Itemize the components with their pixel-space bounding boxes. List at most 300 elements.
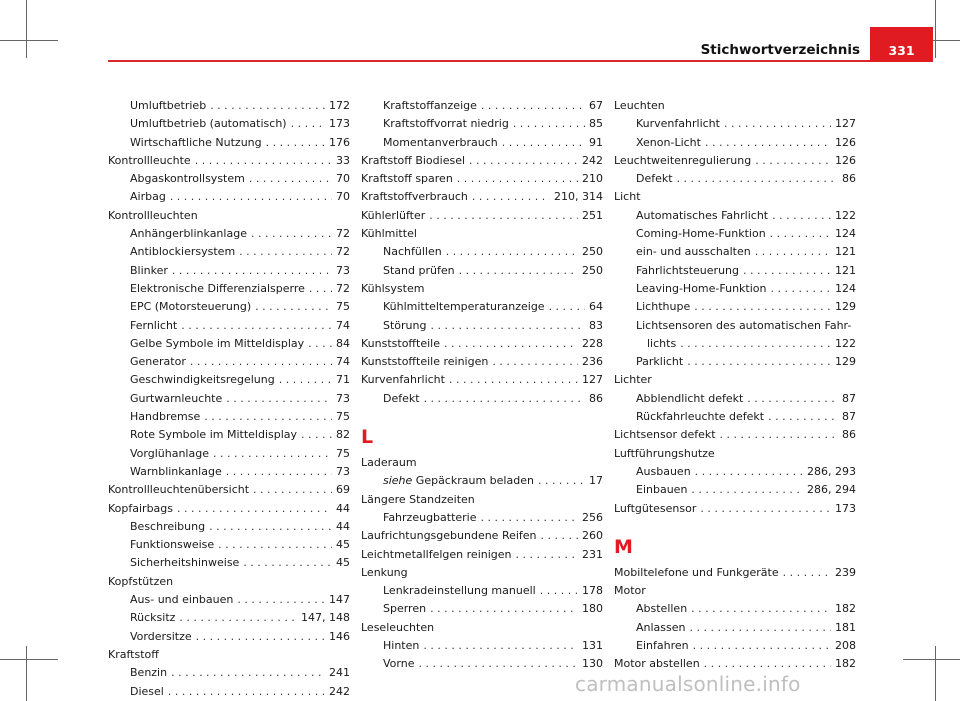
index-entry[interactable] (108, 97, 350, 115)
index-entry-page[interactable]: 87 (842, 391, 856, 405)
index-entry-term: Elektronische Differenzialsperre (130, 281, 305, 295)
index-entry-page[interactable]: 147, 148 (301, 611, 350, 625)
index-entry[interactable] (108, 554, 350, 572)
index-entry[interactable] (361, 472, 603, 490)
index-entry-page[interactable]: 86 (842, 428, 856, 442)
index-entry[interactable] (361, 152, 603, 170)
index-entry[interactable] (361, 207, 603, 225)
dot-leader (747, 390, 838, 408)
dot-leader (226, 463, 332, 481)
dot-leader (243, 554, 332, 572)
index-group-heading: Kontrollleuchten (108, 208, 198, 222)
index-group-heading: Laderaum (361, 456, 417, 470)
index-entry-page[interactable]: 210, 314 (554, 190, 603, 204)
index-entry[interactable] (361, 637, 603, 655)
index-group-heading: Kühlmittel (361, 227, 417, 241)
index-entry[interactable] (614, 152, 856, 170)
dot-leader (705, 134, 831, 152)
index-entry-term: Luftgütesensor (614, 501, 697, 515)
index-entry-page[interactable]: 236 (582, 355, 603, 369)
index-entry-page[interactable]: 250 (582, 263, 603, 277)
index-entry[interactable] (108, 518, 350, 536)
dot-leader (459, 262, 578, 280)
index-entry-page[interactable]: 242 (582, 153, 603, 167)
index-entry-term: Anhängerblinkanlage (130, 227, 247, 241)
index-entry-term: Einfahren (636, 639, 689, 653)
index-entry-term-text: Gepäckraum beladen (415, 474, 534, 488)
index-entry-page[interactable]: 45 (336, 538, 350, 552)
index-column-3 (614, 97, 856, 674)
index-entry-term: Kurvenfahrlicht (636, 117, 720, 131)
index-entry-term: Kopfairbags (108, 501, 174, 515)
index-entry-term: Lichthupe (636, 300, 691, 314)
index-entry-page[interactable]: 84 (336, 336, 350, 350)
dot-leader (218, 536, 332, 554)
index-entry-term: Kontrollleuchtenübersicht (108, 483, 250, 497)
dot-leader (249, 170, 332, 188)
index-entry-page[interactable]: 71 (336, 373, 350, 387)
index-entry-page[interactable]: 122 (835, 208, 856, 222)
dot-leader (540, 582, 578, 600)
index-entry[interactable] (361, 243, 603, 261)
index-entry[interactable] (614, 353, 856, 371)
index-entry[interactable] (108, 152, 350, 170)
dot-leader (687, 353, 831, 371)
index-entry[interactable] (108, 353, 350, 371)
dot-leader (168, 683, 325, 701)
dot-leader (783, 564, 831, 582)
index-entry[interactable] (108, 500, 350, 518)
dot-leader (209, 518, 332, 536)
index-column-1 (108, 97, 350, 701)
index-entry[interactable] (108, 408, 350, 426)
index-entry-page[interactable]: 231 (582, 547, 603, 561)
index-group-heading: Lichtsensoren des automatischen Fahr- (636, 318, 852, 332)
index-entry-page[interactable]: 172 (329, 99, 350, 112)
page-number: 331 (888, 43, 915, 58)
dot-leader (704, 655, 831, 673)
index-entry-page[interactable]: 67 (589, 99, 603, 112)
index-entry-term: Stand prüfen (383, 263, 455, 277)
index-entry[interactable] (361, 317, 603, 335)
index-entry[interactable] (614, 225, 856, 243)
index-entry[interactable] (108, 335, 350, 353)
dot-leader (449, 371, 578, 389)
index-entry-page[interactable]: 87 (842, 410, 856, 424)
crop-mark (0, 659, 58, 660)
dot-leader (693, 637, 831, 655)
index-entry[interactable] (361, 115, 603, 133)
index-entry-term: Fernlicht (130, 318, 178, 332)
index-letter-heading: L (361, 426, 374, 449)
index-entry-term: Aus- und einbauen (130, 593, 234, 607)
index-entry-page[interactable]: 72 (336, 281, 350, 295)
index-entry-page[interactable]: 182 (835, 657, 856, 671)
index-entry-page[interactable]: 127 (582, 373, 603, 387)
index-entry[interactable] (108, 225, 350, 243)
dot-leader (691, 600, 831, 618)
dot-leader (309, 280, 332, 298)
index-entry-page[interactable]: 129 (835, 300, 856, 314)
index-entry[interactable] (108, 536, 350, 554)
index-entry[interactable] (108, 298, 350, 316)
dot-leader (171, 664, 325, 682)
index-entry-term: EPC (Motorsteuerung) (130, 300, 252, 314)
index-group-heading: Licht (614, 190, 641, 204)
index-entry[interactable] (361, 353, 603, 371)
dot-leader (204, 408, 332, 426)
dot-leader (253, 481, 332, 499)
index-entry[interactable] (614, 564, 856, 582)
dot-leader (457, 170, 578, 188)
index-entry[interactable] (614, 390, 856, 408)
index-entry-page[interactable]: 228 (582, 336, 603, 350)
index-entry[interactable] (614, 408, 856, 426)
index-entry-page[interactable]: 173 (835, 501, 856, 515)
index-entry-term: Motor abstellen (614, 657, 700, 671)
index-entry-page[interactable]: 286, 294 (807, 483, 856, 497)
index-entry-page[interactable]: 45 (336, 556, 350, 570)
index-entry[interactable] (361, 170, 603, 188)
index-entry-page[interactable]: 208 (835, 639, 856, 653)
index-entry[interactable] (361, 509, 603, 527)
index-entry-term: Nachfüllen (383, 245, 442, 259)
dot-leader (472, 188, 550, 206)
index-entry-page[interactable]: 146 (329, 629, 350, 643)
index-entry-page[interactable]: 256 (582, 510, 603, 524)
index-entry-page[interactable]: 70 (336, 172, 350, 186)
dot-leader (772, 207, 831, 225)
index-entry-page[interactable]: 260 (582, 529, 603, 543)
index-entry-page[interactable]: 126 (835, 153, 856, 167)
index-entry-term: Airbag (130, 190, 166, 204)
index-entry-page[interactable]: 147 (329, 593, 350, 607)
index-entry-term: Rote Symbole im Mitteldisplay (130, 428, 298, 442)
index-entry-term: Defekt (383, 391, 420, 405)
crop-mark (0, 40, 58, 41)
index-entry-term (383, 472, 534, 490)
index-entry-term: Kunststoffteile reinigen (361, 355, 489, 369)
index-entry-term: Wirtschaftliche Nutzung (130, 135, 262, 149)
dot-leader (172, 262, 332, 280)
index-entry-term: Abblendlicht defekt (636, 391, 744, 405)
watermark: carmanualsonline.info (575, 672, 801, 696)
index-entry-page[interactable]: 181 (835, 620, 856, 634)
index-entry[interactable] (108, 609, 350, 627)
index-entry-term: Gelbe Symbole im Mitteldisplay (130, 336, 305, 350)
index-entry[interactable] (614, 637, 856, 655)
index-entry[interactable] (614, 481, 856, 499)
index-entry[interactable] (614, 280, 856, 298)
index-entry-page[interactable]: 44 (336, 501, 350, 515)
dot-leader (446, 243, 578, 261)
dot-leader (195, 152, 332, 170)
dot-leader (266, 134, 325, 152)
index-entry-page[interactable]: 75 (336, 446, 350, 460)
index-entry-page[interactable]: 241 (329, 666, 350, 680)
dot-leader (481, 97, 585, 115)
index-entry[interactable] (614, 134, 856, 152)
index-letter-heading: M (614, 535, 633, 558)
index-entry-term: Mobiltelefone und Funkgeräte (614, 565, 779, 579)
index-entry[interactable] (361, 390, 603, 408)
index-entry[interactable] (108, 390, 350, 408)
index-entry-page[interactable]: 73 (336, 391, 350, 405)
index-group-heading: Leseleuchten (361, 620, 435, 634)
crop-mark (903, 659, 960, 660)
index-entry[interactable] (361, 97, 603, 115)
index-entry-page[interactable]: 74 (336, 318, 350, 332)
index-entry-term: Ausbauen (636, 464, 691, 478)
dot-leader (691, 481, 803, 499)
index-entry-page[interactable]: 75 (336, 300, 350, 314)
index-entry-page[interactable]: 173 (329, 117, 350, 131)
index-entry[interactable] (108, 426, 350, 444)
index-entry[interactable] (108, 188, 350, 206)
dot-leader (179, 609, 297, 627)
index-entry[interactable] (614, 426, 856, 444)
index-entry[interactable] (614, 463, 856, 481)
dot-leader (237, 591, 325, 609)
dot-leader (239, 243, 332, 261)
index-entry-term: Lichtsensor defekt (614, 428, 716, 442)
index-entry[interactable] (108, 115, 350, 133)
index-entry-page[interactable]: 127 (835, 117, 856, 131)
index-entry-page[interactable]: 17 (589, 474, 603, 488)
index-entry-term: Funktionsweise (130, 538, 215, 552)
index-entry-page[interactable]: 86 (589, 391, 603, 405)
dot-leader (690, 619, 832, 637)
crop-mark (935, 646, 936, 701)
dot-leader (430, 317, 585, 335)
index-entry-page[interactable]: 72 (336, 227, 350, 241)
index-group-heading: Lenkung (361, 565, 408, 579)
index-entry[interactable] (614, 170, 856, 188)
index-entry-term: Einbauen (636, 483, 688, 497)
index-entry-page[interactable]: 69 (336, 483, 350, 497)
section-title: Stichwortverzeichnis (700, 42, 860, 58)
dot-leader (424, 390, 585, 408)
index-entry-page[interactable]: 44 (336, 519, 350, 533)
index-entry-term: Rückfahrleuchte defekt (636, 410, 765, 424)
index-entry-page[interactable]: 130 (582, 657, 603, 671)
index-entry[interactable] (108, 664, 350, 682)
index-entry-term: Vorne (383, 657, 415, 671)
index-entry[interactable] (108, 371, 350, 389)
index-entry-page[interactable]: 83 (589, 318, 603, 332)
index-entry-page[interactable]: 121 (835, 263, 856, 277)
index-entry-page[interactable]: 180 (582, 602, 603, 616)
dot-leader (481, 509, 578, 527)
index-entry-term: Beschreibung (130, 519, 206, 533)
index-entry-page[interactable]: 73 (336, 464, 350, 478)
index-entry[interactable] (361, 546, 603, 564)
dot-leader (251, 225, 332, 243)
index-entry-page[interactable]: 239 (835, 565, 856, 579)
index-entry[interactable] (614, 655, 856, 673)
index-entry[interactable] (614, 262, 856, 280)
index-entry-term: Kurvenfahrlicht (361, 373, 445, 387)
index-entry-term: Gurtwarnleuchte (130, 391, 223, 405)
index-entry-page[interactable]: 286, 293 (807, 464, 856, 478)
index-entry-page[interactable]: 124 (835, 281, 856, 295)
index-entry[interactable] (361, 600, 603, 618)
index-entry-page[interactable]: 91 (589, 135, 603, 149)
index-entry-term: Kraftstoff Biodiesel (361, 153, 466, 167)
index-entry[interactable] (108, 134, 350, 152)
dot-leader (541, 527, 578, 545)
index-entry-term: Fahrlichtsteuerung (636, 263, 739, 277)
dot-leader (502, 134, 585, 152)
index-entry-term: Handbremse (130, 410, 201, 424)
dot-leader (549, 298, 585, 316)
index-entry-page[interactable]: 210 (582, 172, 603, 186)
index-entry[interactable] (614, 243, 856, 261)
index-group-heading: Motor (614, 584, 646, 598)
index-entry-page[interactable]: 75 (336, 410, 350, 424)
index-entry[interactable] (108, 170, 350, 188)
index-entry-term: Generator (130, 355, 186, 369)
index-entry[interactable] (108, 243, 350, 261)
index-entry-page[interactable]: 242 (329, 684, 350, 698)
index-entry[interactable] (614, 619, 856, 637)
dot-leader (770, 225, 831, 243)
index-entry-term: Blinker (130, 263, 168, 277)
index-entry-page[interactable]: 86 (842, 172, 856, 186)
index-entry-page[interactable]: 126 (835, 135, 856, 149)
index-entry-page[interactable]: 122 (835, 336, 856, 350)
index-entry-term: Fahrzeugbatterie (383, 510, 477, 524)
index-entry-term: ein- und ausschalten (636, 245, 751, 259)
index-entry-term: Umluftbetrieb (automatisch) (130, 117, 287, 131)
index-entry-term: Abgaskontrollsystem (130, 172, 245, 186)
index-entry-page[interactable]: 74 (336, 355, 350, 369)
index-entry-term: Benzin (130, 666, 168, 680)
crop-mark (26, 0, 27, 58)
index-entry-page[interactable]: 250 (582, 245, 603, 259)
index-entry-term: Lenkradeinstellung manuell (383, 584, 536, 598)
index-entry[interactable] (614, 600, 856, 618)
index-entry-page[interactable]: 73 (336, 263, 350, 277)
index-entry[interactable] (108, 280, 350, 298)
index-group-heading: Kraftstoff (108, 647, 159, 661)
index-group-heading: Längere Standzeiten (361, 492, 475, 506)
dot-leader (213, 445, 332, 463)
index-entry[interactable] (108, 317, 350, 335)
dot-leader (308, 335, 332, 353)
dot-leader (724, 115, 831, 133)
index-entry[interactable] (108, 591, 350, 609)
index-entry[interactable] (614, 335, 856, 353)
dot-leader (444, 335, 578, 353)
index-column-2 (361, 97, 603, 674)
index-entry-page[interactable]: 70 (336, 190, 350, 204)
dot-leader (755, 243, 831, 261)
index-entry-term: Vordersitze (130, 629, 192, 643)
index-entry-term: Momentanverbrauch (383, 135, 498, 149)
index-entry[interactable] (361, 335, 603, 353)
index-entry-page[interactable]: 251 (582, 208, 603, 222)
dot-leader (695, 463, 803, 481)
dot-leader (538, 472, 585, 490)
index-entry[interactable] (614, 115, 856, 133)
index-entry-term: Parklicht (636, 355, 684, 369)
index-entry[interactable] (361, 262, 603, 280)
dot-leader (170, 188, 332, 206)
index-entry-term: Kraftstoffanzeige (383, 99, 477, 112)
dot-leader (700, 500, 831, 518)
dot-leader (177, 500, 332, 518)
index-entry[interactable] (361, 655, 603, 673)
index-entry-term: Rücksitz (130, 611, 176, 625)
header-rule (108, 60, 933, 62)
index-entry-page[interactable]: 176 (329, 135, 350, 149)
index-entry-page[interactable]: 129 (835, 355, 856, 369)
index-entry-term: Antiblockiersystem (130, 245, 236, 259)
index-entry[interactable] (361, 188, 603, 206)
index-entry-term: Diesel (130, 684, 164, 698)
index-entry[interactable] (614, 298, 856, 316)
index-entry[interactable] (361, 298, 603, 316)
dot-leader (255, 298, 332, 316)
index-entry-term: Kühlmitteltemperaturanzeige (383, 300, 545, 314)
see-reference-label: siehe (383, 474, 413, 488)
index-entry-term: Xenon-Licht (636, 135, 701, 149)
index-entry-term: Warnblinkanlage (130, 464, 222, 478)
index-entry-page[interactable]: 121 (835, 245, 856, 259)
index-entry-page[interactable]: 64 (589, 300, 603, 314)
dot-leader (694, 298, 831, 316)
dot-leader (469, 152, 578, 170)
index-entry[interactable] (614, 207, 856, 225)
dot-leader (196, 628, 325, 646)
index-entry-term: Vorglühanlage (130, 446, 209, 460)
index-entry[interactable] (361, 371, 603, 389)
index-entry-page[interactable]: 131 (582, 639, 603, 653)
index-entry[interactable] (108, 628, 350, 646)
index-entry[interactable] (614, 500, 856, 518)
index-entry-page[interactable]: 72 (336, 245, 350, 259)
index-entry[interactable] (361, 582, 603, 600)
index-entry[interactable] (361, 134, 603, 152)
index-entry[interactable] (108, 262, 350, 280)
index-entry-term: Kühlerlüfter (361, 208, 426, 222)
index-entry[interactable] (108, 481, 350, 499)
dot-leader (301, 426, 332, 444)
index-entry-page[interactable]: 178 (582, 584, 603, 598)
index-entry[interactable] (108, 683, 350, 701)
index-entry-term: Coming-Home-Funktion (636, 227, 766, 241)
index-entry-page[interactable]: 33 (336, 153, 350, 167)
dot-leader (430, 600, 578, 618)
index-entry[interactable] (361, 527, 603, 545)
index-entry[interactable] (108, 463, 350, 481)
index-entry-term: lichts (647, 336, 677, 350)
index-entry-term: Kraftstoffvorrat niedrig (383, 117, 509, 131)
index-entry[interactable] (108, 445, 350, 463)
index-entry-page[interactable]: 82 (336, 428, 350, 442)
crop-mark (26, 646, 27, 701)
index-entry-term: Sperren (383, 602, 427, 616)
index-entry-term: Kontrollleuchte (108, 153, 191, 167)
crop-mark (935, 0, 936, 58)
index-entry-term: Kunststoffteile (361, 336, 440, 350)
dot-leader (516, 546, 578, 564)
index-group-heading: Leuchten (614, 99, 665, 112)
index-entry-page[interactable]: 182 (835, 602, 856, 616)
index-entry-page[interactable]: 124 (835, 227, 856, 241)
index-entry-page[interactable]: 85 (589, 117, 603, 131)
